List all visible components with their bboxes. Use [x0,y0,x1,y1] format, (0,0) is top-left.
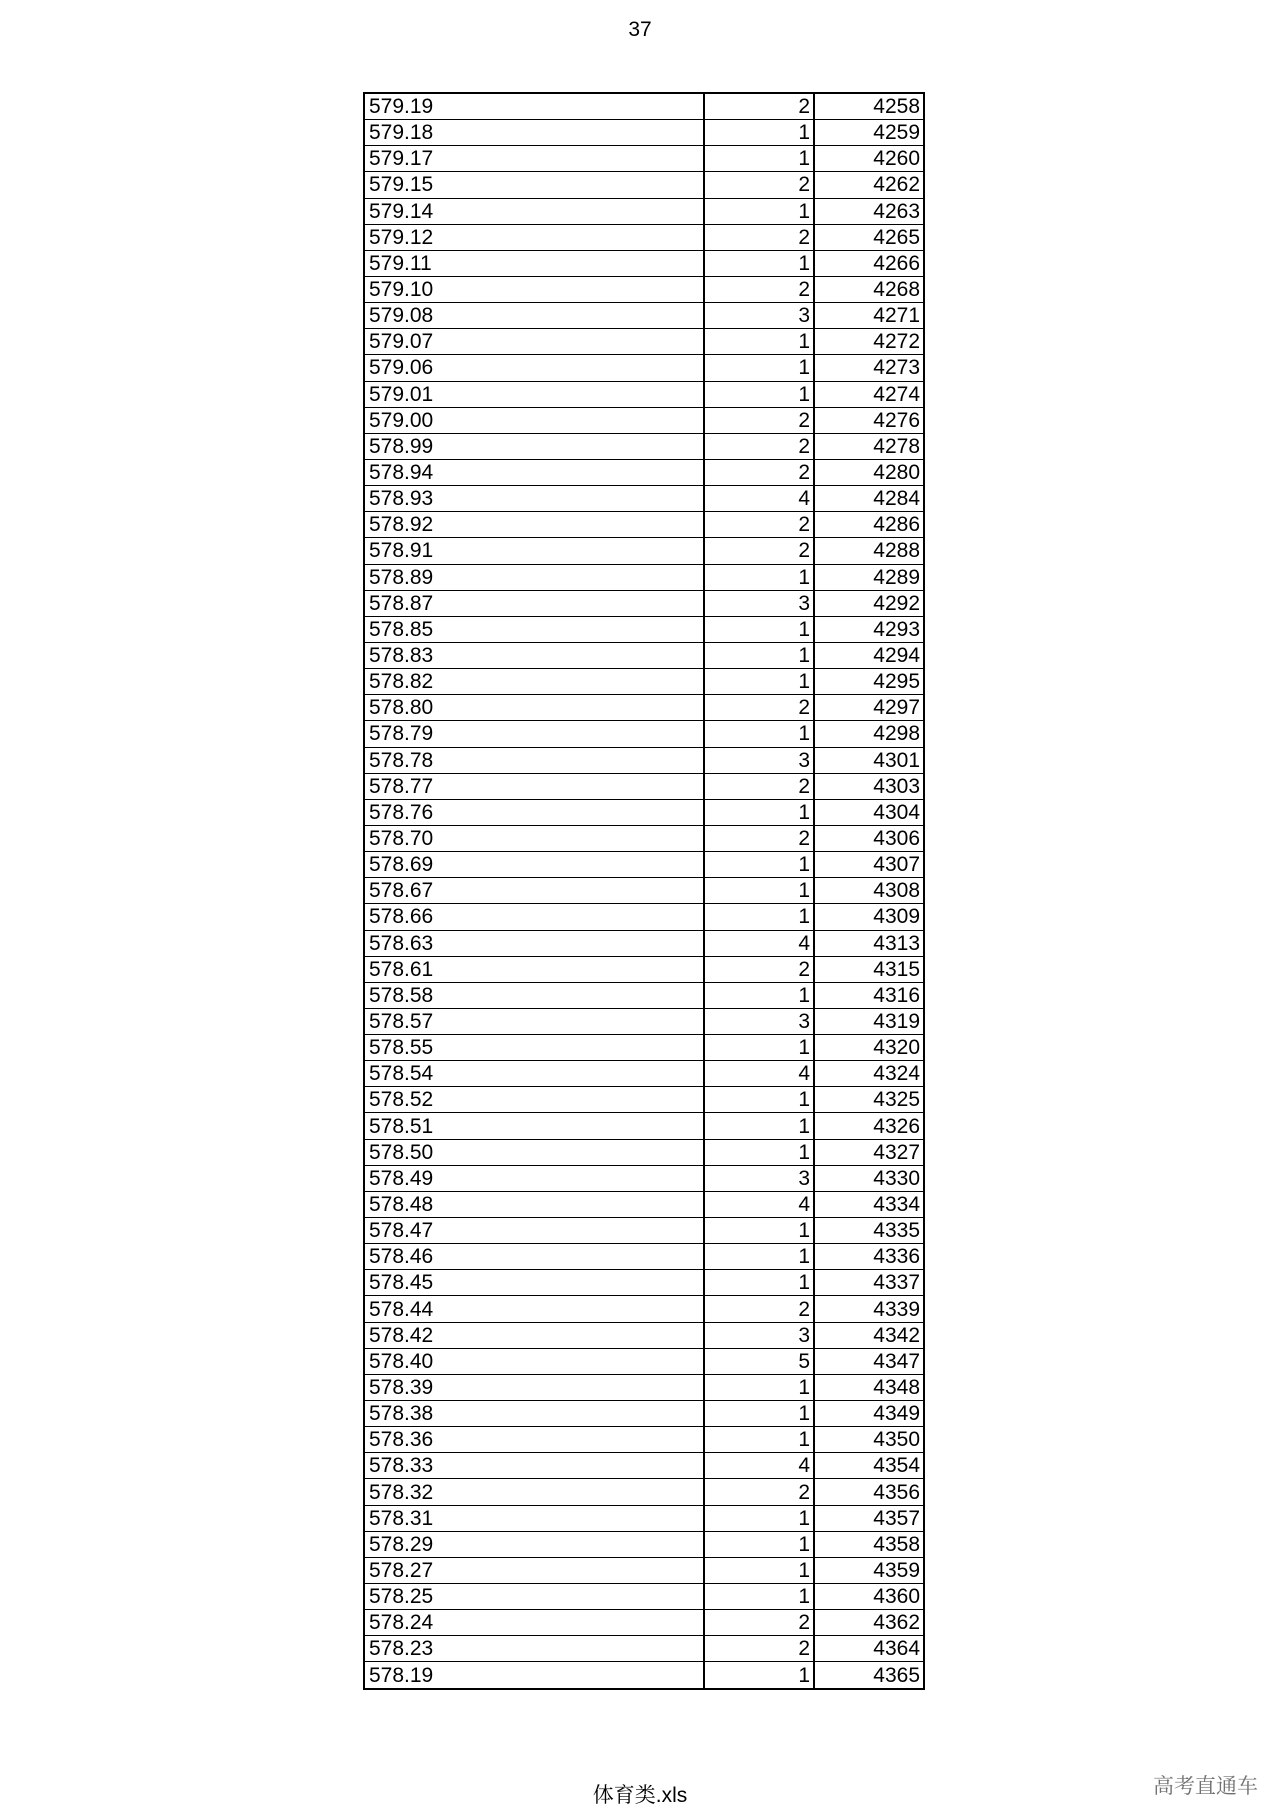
score-cell: 579.08 [364,303,704,329]
count-cell: 1 [704,616,814,642]
count-cell: 2 [704,276,814,302]
cumulative-count-cell: 4306 [814,825,924,851]
cumulative-count-cell: 4334 [814,1191,924,1217]
page-number: 37 [628,18,652,41]
cumulative-count-cell: 4258 [814,93,924,120]
count-cell: 1 [704,982,814,1008]
count-cell: 2 [704,224,814,250]
table-row [364,982,924,1008]
cumulative-count-cell: 4295 [814,669,924,695]
count-cell: 5 [704,1348,814,1374]
score-cell: 578.99 [364,433,704,459]
count-cell: 1 [704,1087,814,1113]
score-cell: 579.07 [364,329,704,355]
cumulative-count-cell: 4265 [814,224,924,250]
count-cell: 3 [704,590,814,616]
count-cell: 1 [704,904,814,930]
table-row [364,1113,924,1139]
score-cell: 578.29 [364,1531,704,1557]
score-cell: 578.50 [364,1139,704,1165]
score-cell: 578.58 [364,982,704,1008]
count-cell: 2 [704,172,814,198]
count-cell: 1 [704,1427,814,1453]
table-row [364,878,924,904]
cumulative-count-cell: 4307 [814,852,924,878]
cumulative-count-cell: 4303 [814,773,924,799]
count-cell: 1 [704,1113,814,1139]
table-row [364,642,924,668]
count-cell: 2 [704,407,814,433]
table-row [364,1453,924,1479]
table-row [364,1610,924,1636]
cumulative-count-cell: 4362 [814,1610,924,1636]
score-cell: 579.06 [364,355,704,381]
table-row [364,1270,924,1296]
score-cell: 579.12 [364,224,704,250]
count-cell: 1 [704,1374,814,1400]
cumulative-count-cell: 4309 [814,904,924,930]
table-row [364,799,924,825]
cumulative-count-cell: 4320 [814,1035,924,1061]
score-cell: 579.18 [364,120,704,146]
table-row [364,1087,924,1113]
cumulative-count-cell: 4316 [814,982,924,1008]
table-row [364,250,924,276]
table-row [364,930,924,956]
count-cell: 1 [704,1218,814,1244]
score-cell: 578.79 [364,721,704,747]
score-cell: 578.27 [364,1557,704,1583]
score-cell: 579.01 [364,381,704,407]
count-cell: 3 [704,1165,814,1191]
count-cell: 1 [704,1035,814,1061]
table-row [364,407,924,433]
count-cell: 1 [704,198,814,224]
cumulative-count-cell: 4319 [814,1008,924,1034]
table-row [364,956,924,982]
count-cell: 1 [704,878,814,904]
score-cell: 578.83 [364,642,704,668]
score-cell: 578.31 [364,1505,704,1531]
table-row [364,616,924,642]
score-cell: 578.25 [364,1584,704,1610]
cumulative-count-cell: 4271 [814,303,924,329]
table-row [364,329,924,355]
score-cell: 578.38 [364,1401,704,1427]
count-cell: 1 [704,1557,814,1583]
score-cell: 578.76 [364,799,704,825]
cumulative-count-cell: 4325 [814,1087,924,1113]
score-cell: 579.00 [364,407,704,433]
score-cell: 578.36 [364,1427,704,1453]
score-cell: 578.52 [364,1087,704,1113]
cumulative-count-cell: 4294 [814,642,924,668]
count-cell: 1 [704,1401,814,1427]
table-row [364,747,924,773]
score-cell: 578.70 [364,825,704,851]
cumulative-count-cell: 4278 [814,433,924,459]
cumulative-count-cell: 4337 [814,1270,924,1296]
count-cell: 1 [704,1531,814,1557]
count-cell: 2 [704,695,814,721]
cumulative-count-cell: 4273 [814,355,924,381]
score-cell: 578.94 [364,459,704,485]
score-cell: 578.61 [364,956,704,982]
score-cell: 579.14 [364,198,704,224]
table-row [364,512,924,538]
watermark-text: 高考直通车 [1153,1775,1258,1798]
cumulative-count-cell: 4327 [814,1139,924,1165]
count-cell: 2 [704,1479,814,1505]
count-cell: 1 [704,721,814,747]
table-row [364,93,924,120]
cumulative-count-cell: 4260 [814,146,924,172]
score-cell: 578.48 [364,1191,704,1217]
score-cell: 578.19 [364,1662,704,1689]
score-cell: 579.11 [364,250,704,276]
table-row [364,1165,924,1191]
score-cell: 578.85 [364,616,704,642]
count-cell: 2 [704,773,814,799]
count-cell: 1 [704,1662,814,1689]
cumulative-count-cell: 4268 [814,276,924,302]
count-cell: 1 [704,250,814,276]
cumulative-count-cell: 4293 [814,616,924,642]
table-row [364,1427,924,1453]
count-cell: 2 [704,1636,814,1662]
score-cell: 578.80 [364,695,704,721]
table-row [364,1374,924,1400]
count-cell: 1 [704,852,814,878]
count-cell: 1 [704,1244,814,1270]
count-cell: 1 [704,564,814,590]
score-cell: 578.67 [364,878,704,904]
count-cell: 2 [704,459,814,485]
count-cell: 3 [704,747,814,773]
score-cell: 578.78 [364,747,704,773]
score-cell: 578.92 [364,512,704,538]
score-cell: 578.77 [364,773,704,799]
count-cell: 2 [704,956,814,982]
cumulative-count-cell: 4349 [814,1401,924,1427]
table-row [364,1584,924,1610]
table-row [364,1401,924,1427]
cumulative-count-cell: 4297 [814,695,924,721]
table-row [364,695,924,721]
cumulative-count-cell: 4284 [814,486,924,512]
count-cell: 4 [704,1191,814,1217]
score-cell: 579.10 [364,276,704,302]
count-cell: 1 [704,1584,814,1610]
count-cell: 2 [704,512,814,538]
cumulative-count-cell: 4342 [814,1322,924,1348]
table-body [364,93,924,1689]
count-cell: 3 [704,1008,814,1034]
table-row [364,1531,924,1557]
score-cell: 578.93 [364,486,704,512]
score-cell: 578.33 [364,1453,704,1479]
table-row [364,852,924,878]
count-cell: 1 [704,329,814,355]
score-cell: 578.49 [364,1165,704,1191]
count-cell: 2 [704,1296,814,1322]
cumulative-count-cell: 4336 [814,1244,924,1270]
table-row [364,1348,924,1374]
count-cell: 2 [704,433,814,459]
cumulative-count-cell: 4280 [814,459,924,485]
score-cell: 578.89 [364,564,704,590]
cumulative-count-cell: 4308 [814,878,924,904]
table-row [364,1139,924,1165]
count-cell: 2 [704,93,814,120]
count-cell: 1 [704,642,814,668]
count-cell: 1 [704,120,814,146]
table-row [364,1008,924,1034]
cumulative-count-cell: 4324 [814,1061,924,1087]
count-cell: 1 [704,381,814,407]
count-cell: 4 [704,1061,814,1087]
score-cell: 578.44 [364,1296,704,1322]
cumulative-count-cell: 4262 [814,172,924,198]
score-cell: 578.46 [364,1244,704,1270]
cumulative-count-cell: 4347 [814,1348,924,1374]
cumulative-count-cell: 4356 [814,1479,924,1505]
count-cell: 1 [704,355,814,381]
cumulative-count-cell: 4301 [814,747,924,773]
table-row [364,721,924,747]
cumulative-count-cell: 4339 [814,1296,924,1322]
score-cell: 578.32 [364,1479,704,1505]
table-row [364,224,924,250]
score-cell: 578.91 [364,538,704,564]
score-cell: 578.63 [364,930,704,956]
score-cell: 578.54 [364,1061,704,1087]
cumulative-count-cell: 4335 [814,1218,924,1244]
count-cell: 4 [704,486,814,512]
cumulative-count-cell: 4360 [814,1584,924,1610]
table-row [364,1505,924,1531]
score-cell: 578.47 [364,1218,704,1244]
cumulative-count-cell: 4359 [814,1557,924,1583]
count-cell: 4 [704,930,814,956]
table-row [364,825,924,851]
cumulative-count-cell: 4289 [814,564,924,590]
table-row [364,1191,924,1217]
table-row [364,1479,924,1505]
score-cell: 578.82 [364,669,704,695]
table-row [364,590,924,616]
count-cell: 1 [704,146,814,172]
table-row [364,773,924,799]
cumulative-count-cell: 4276 [814,407,924,433]
count-cell: 1 [704,1505,814,1531]
cumulative-count-cell: 4286 [814,512,924,538]
count-cell: 2 [704,538,814,564]
table-row [364,1296,924,1322]
table-row [364,1218,924,1244]
score-cell: 578.57 [364,1008,704,1034]
table-row [364,1636,924,1662]
cumulative-count-cell: 4298 [814,721,924,747]
table-row [364,486,924,512]
cumulative-count-cell: 4358 [814,1531,924,1557]
score-distribution-table [363,92,925,1690]
cumulative-count-cell: 4354 [814,1453,924,1479]
score-cell: 578.42 [364,1322,704,1348]
count-cell: 1 [704,1270,814,1296]
cumulative-count-cell: 4315 [814,956,924,982]
table-row [364,381,924,407]
score-cell: 578.55 [364,1035,704,1061]
count-cell: 4 [704,1453,814,1479]
table-row [364,459,924,485]
score-cell: 579.17 [364,146,704,172]
table-row [364,198,924,224]
cumulative-count-cell: 4292 [814,590,924,616]
table-row [364,355,924,381]
table-row [364,276,924,302]
score-cell: 578.39 [364,1374,704,1400]
cumulative-count-cell: 4266 [814,250,924,276]
table-row [364,1244,924,1270]
score-cell: 578.69 [364,852,704,878]
table-row [364,433,924,459]
cumulative-count-cell: 4326 [814,1113,924,1139]
score-cell: 578.23 [364,1636,704,1662]
count-cell: 1 [704,669,814,695]
count-cell: 1 [704,799,814,825]
table-row [364,904,924,930]
count-cell: 2 [704,825,814,851]
score-cell: 578.40 [364,1348,704,1374]
cumulative-count-cell: 4364 [814,1636,924,1662]
score-cell: 578.66 [364,904,704,930]
cumulative-count-cell: 4263 [814,198,924,224]
table-row [364,303,924,329]
count-cell: 3 [704,303,814,329]
cumulative-count-cell: 4274 [814,381,924,407]
score-cell: 578.87 [364,590,704,616]
table-row [364,120,924,146]
table-row [364,1061,924,1087]
score-cell: 579.15 [364,172,704,198]
cumulative-count-cell: 4348 [814,1374,924,1400]
table-row [364,1035,924,1061]
count-cell: 3 [704,1322,814,1348]
table-row [364,172,924,198]
score-cell: 579.19 [364,93,704,120]
table-row [364,564,924,590]
count-cell: 1 [704,1139,814,1165]
cumulative-count-cell: 4350 [814,1427,924,1453]
cumulative-count-cell: 4304 [814,799,924,825]
cumulative-count-cell: 4288 [814,538,924,564]
table-row [364,146,924,172]
cumulative-count-cell: 4272 [814,329,924,355]
table-row [364,1557,924,1583]
cumulative-count-cell: 4259 [814,120,924,146]
score-cell: 578.45 [364,1270,704,1296]
footer-filename: 体育类.xls [592,1784,688,1807]
table-row [364,669,924,695]
score-cell: 578.51 [364,1113,704,1139]
cumulative-count-cell: 4365 [814,1662,924,1689]
table-row [364,1662,924,1689]
cumulative-count-cell: 4357 [814,1505,924,1531]
table-row [364,1322,924,1348]
cumulative-count-cell: 4313 [814,930,924,956]
cumulative-count-cell: 4330 [814,1165,924,1191]
count-cell: 2 [704,1610,814,1636]
score-cell: 578.24 [364,1610,704,1636]
table-row [364,538,924,564]
